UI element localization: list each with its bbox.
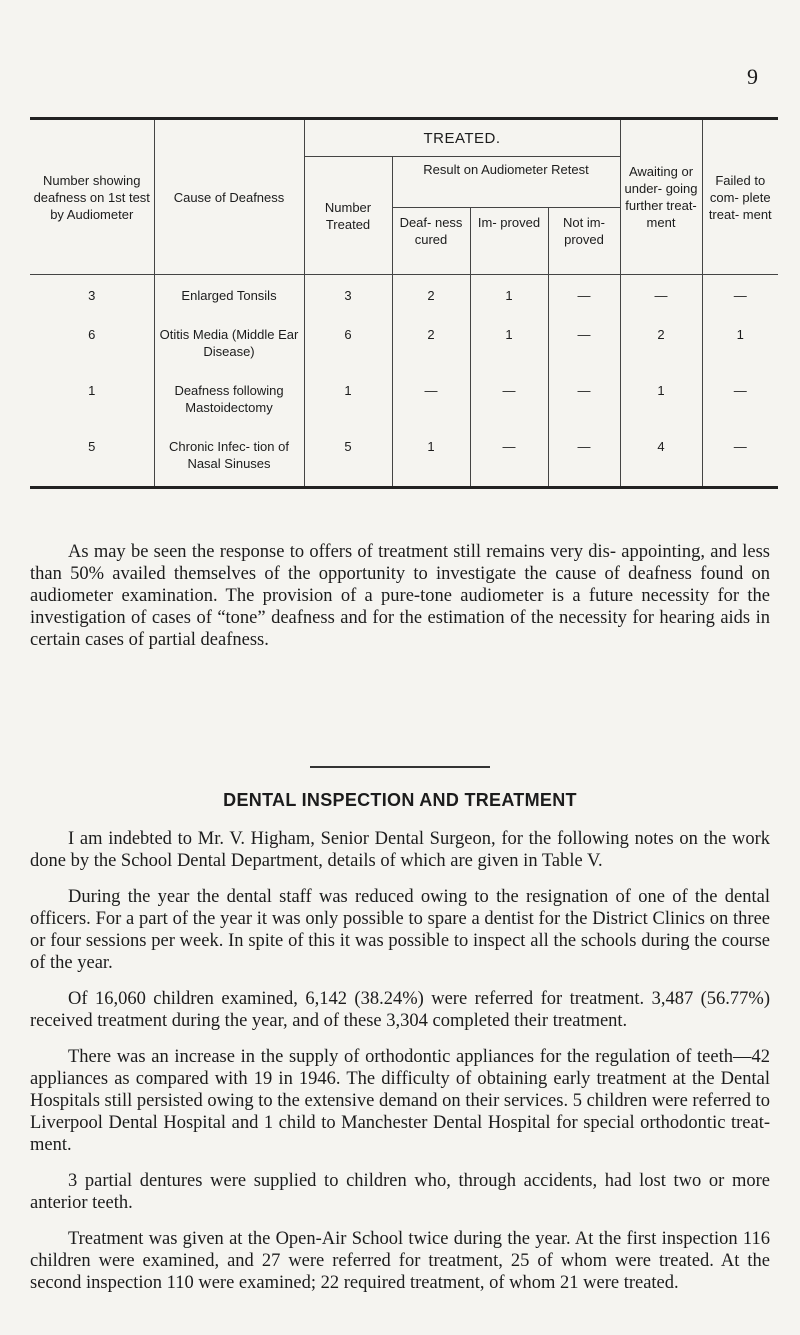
header-treated: TREATED. (304, 119, 620, 157)
cell-number-showing: 1 (88, 383, 96, 398)
paragraph: There was an increase in the supply of orthodontic appliances for the regulation of teeth—42 appliances as compared with 19 in 1946. The difficulty of obtaining early treatment at the Dental Hospitals still persisted owing to the extensive demand on their services. 5 children were referred to Liverpool Dental Hospital and 1 child to Manchester Dental Hospital for special orthodontic treat- ment. (30, 1047, 770, 1155)
cell-number-treated: 6 (304, 314, 392, 370)
table-row (30, 370, 778, 426)
cell-cured: 1 (392, 426, 470, 488)
section-divider (310, 766, 490, 768)
cell-cause: Deafness following Mastoidectomy (154, 370, 304, 426)
page-number: 9 (747, 64, 758, 89)
audiometer-results-table (30, 117, 778, 489)
paragraph: During the year the dental staff was reduced owing to the resignation of one of the dental officers. For a part of the year it was only possible to spare a dentist for the District Clinics on three or four sessions per week. In spite of this it was possible to inspect all the schools during the course of the year. (30, 887, 770, 973)
cell-awaiting: — (620, 275, 702, 315)
cell-awaiting: 2 (620, 314, 702, 370)
cell-number-treated: 1 (304, 370, 392, 426)
header-number-showing: Number showing deafness on 1st test by Audiometer (30, 119, 154, 275)
section-heading: DENTAL INSPECTION AND TREATMENT (223, 790, 577, 810)
table-row (30, 314, 778, 370)
table-row (30, 275, 778, 315)
cell-cause: Chronic Infec- tion of Nasal Sinuses (154, 426, 304, 488)
cell-failed: — (702, 370, 778, 426)
cell-improved: 1 (470, 314, 548, 370)
header-failed: Failed to com- plete treat- ment (702, 119, 778, 275)
cell-awaiting: 4 (620, 426, 702, 488)
header-cause: Cause of Deafness (154, 119, 304, 275)
cell-number-showing: 3 (88, 288, 96, 303)
audiometer-commentary (30, 541, 770, 665)
cell-not-improved: — (548, 426, 620, 488)
cell-failed: — (702, 426, 778, 488)
paragraph: I am indebted to Mr. V. Higham, Senior Dental Surgeon, for the following notes on the work done by the School Dental Department, details of which are given in Table V. (30, 829, 770, 871)
cell-number-showing: 6 (88, 327, 96, 342)
cell-failed: 1 (702, 314, 778, 370)
paragraph: Treatment was given at the Open-Air School twice during the year. At the first inspection 116 children were examined, and 27 were referred for treatment, 25 of whom were treated. At the second inspection 110 were examined; 22 required treatment, of whom 21 were treated. (30, 1229, 770, 1293)
cell-number-treated: 5 (304, 426, 392, 488)
paragraph: 3 partial dentures were supplied to children who, through accidents, had lost two or more anterior teeth. (30, 1171, 770, 1213)
cell-improved: — (470, 426, 548, 488)
cell-cured: 2 (392, 275, 470, 315)
cell-cause: Enlarged Tonsils (154, 275, 304, 315)
cell-cause: Otitis Media (Middle Ear Disease) (154, 314, 304, 370)
header-improved: Im- proved (470, 208, 548, 275)
cell-not-improved: — (548, 370, 620, 426)
cell-awaiting: 1 (620, 370, 702, 426)
paragraph: Of 16,060 children examined, 6,142 (38.24%) were referred for treatment. 3,487 (56.77%) received treatment during the year, and of these 3,304 completed their treatment. (30, 989, 770, 1031)
cell-cured: — (392, 370, 470, 426)
cell-number-showing: 5 (30, 426, 154, 488)
cell-not-improved: — (548, 275, 620, 315)
header-not-improved: Not im- proved (548, 208, 620, 275)
header-result-retest: Result on Audiometer Retest (392, 157, 620, 208)
cell-improved: — (470, 370, 548, 426)
header-number-treated: Number Treated (304, 157, 392, 275)
cell-failed: — (702, 275, 778, 315)
paragraph: As may be seen the response to offers of treatment still remains very dis- appointing, and less than 50% availed themselves of the opportunity to investigate the cause of deafness found on audiometer examination. The provision of a pure-tone audiometer is a future necessity for the investigation of cases of “tone” deafness and for the estimation of the necessity for hearing aids in certain cases of partial deafness. (30, 542, 770, 650)
cell-cured: 2 (392, 314, 470, 370)
dental-section-body (30, 828, 770, 1308)
cell-not-improved: — (548, 314, 620, 370)
cell-number-treated: 3 (304, 275, 392, 315)
header-deafness-cured: Deaf- ness cured (392, 208, 470, 275)
header-awaiting: Awaiting or under- going further treat- ment (620, 119, 702, 275)
cell-improved: 1 (470, 275, 548, 315)
table-row (30, 426, 778, 488)
